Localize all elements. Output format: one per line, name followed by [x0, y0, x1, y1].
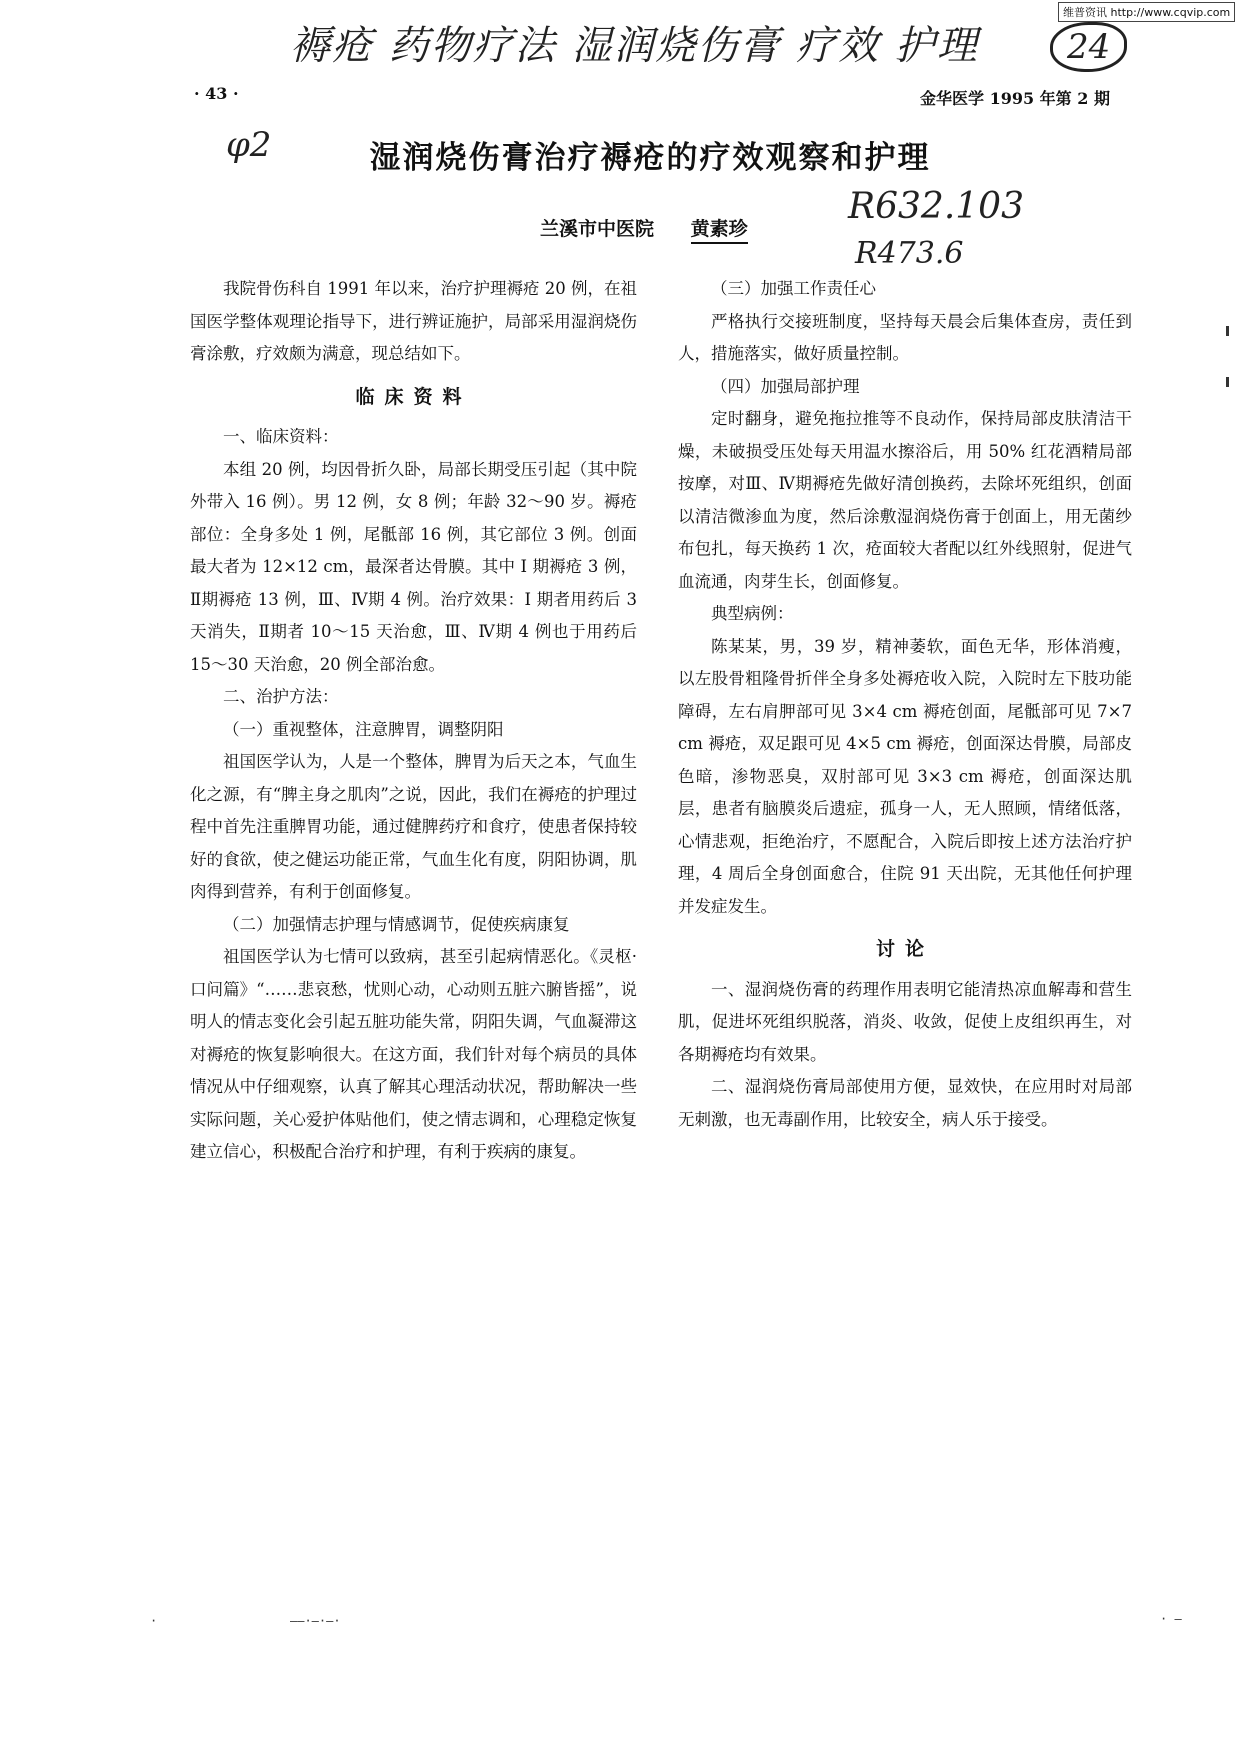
case-paragraph: 陈某某，男，39 岁，精神萎软，面色无华，形体消瘦，以左股骨粗隆骨折伴全身多处褥疮收入院，入院时左下肢功能障碍，左右肩胛部可见 3×4 cm 褥疮创面，尾骶部可见 7×7 cm 褥疮，双足跟可见 4×5 cm 褥疮，创面深达骨膜，局部皮色暗，渗物恶臭，双肘部可见 3×3 cm 褥疮，创面深达肌层，患者有脑膜炎后遗症，孤身一人，无人照顾，情绪低落，心情悲观，拒绝治疗，不愿配合，入院后即按上述方法治疗护理，4 周后全身创面愈合，住院 91 天出院，无其他任何护理并发症发生。 — [678, 636, 1132, 916]
page-number: · 43 · — [194, 84, 239, 103]
scan-edge-mark — [1226, 326, 1229, 336]
section-heading-clinical-data: 临床资料 — [355, 385, 472, 408]
intro-paragraph: 我院骨伤科自 1991 年以来，治疗护理褥疮 20 例，在祖国医学整体观理论指导下，进行辨证施护，局部采用湿润烧伤膏涂敷，疗效颇为满意，现总结如下。 — [190, 279, 637, 363]
item-heading-2: （二）加强情志护理与情感调节，促使疾病康复 — [223, 914, 570, 934]
paragraph-clinical-data: 本组 20 例，均因骨折久卧，局部长期受压引起（其中院外带入 16 例）。男 12 例，女 8 例；年龄 32～90 岁。褥疮部位：全身多处 1 例，尾骶部 16 例，其它部位 3 例。创面最大者为 12×12 cm，最深者达骨膜。其中 I 期褥疮 3 例，Ⅱ期褥疮 13 例，Ⅲ、Ⅳ期 4 例。治疗效果：I 期者用药后 3 天消失，Ⅱ期者 10～15 天治愈，Ⅲ、Ⅳ期 4 例也于用药后 15～30 天治愈，20 例全部治愈。 — [190, 459, 637, 674]
affiliation: 兰溪市中医院 — [540, 218, 655, 240]
handwritten-class-code: R632.103 — [848, 186, 1024, 227]
vip-watermark-stamp: 维普资讯 http://www.cqvip.com — [1058, 2, 1235, 22]
right-column — [678, 273, 1132, 1136]
item-heading-3: （三）加强工作责任心 — [711, 279, 876, 298]
footer-dashes: ——·—·—· — [290, 1614, 341, 1628]
article-title: 湿润烧伤膏治疗褥疮的疗效观察和护理 — [369, 140, 931, 176]
author-name: 黄素珍 — [691, 218, 748, 244]
author-line — [540, 214, 748, 241]
handwritten-mark: φ2 — [226, 125, 272, 165]
discussion-paragraph-2: 二、湿润烧伤膏局部使用方便，显效快，在应用时对局部无刺激，也无毒副作用，比较安全，病人乐于接受。 — [678, 1077, 1132, 1129]
handwritten-keywords: 褥疮 药物疗法 湿润烧伤膏 疗效 护理 — [290, 23, 979, 69]
case-heading: 典型病例： — [711, 604, 794, 623]
item-heading-4: （四）加强局部护理 — [711, 376, 860, 396]
scan-edge-mark — [1226, 377, 1229, 387]
footer-right-mark: · — — [1160, 1612, 1182, 1626]
left-column — [190, 273, 637, 1169]
handwritten-class-code-secondary: R473.6 — [855, 236, 964, 271]
item-paragraph-3: 严格执行交接班制度，坚持每天晨会后集体查房，责任到人，措施落实，做好质量控制。 — [678, 311, 1132, 363]
item-heading-1: （一）重视整体，注意脾胃，调整阴阳 — [223, 719, 504, 739]
section-heading-discussion: 讨论 — [875, 938, 934, 960]
footer-dot: · — [150, 1614, 158, 1628]
item-paragraph-2: 祖国医学认为七情可以致病，甚至引起病情恶化。《灵枢·口问篇》“……悲哀愁，忧则心动，心动则五脏六腑皆摇”，说明人的情志变化会引起五脏功能失常，阴阳失调，气血凝滞这对褥疮的恢复影响很大。在这方面，我们针对每个病员的具体情况从中仔细观察，认真了解其心理活动状况，帮助解决一些实际问题，关心爱护体贴他们，使之情志调和，心理稳定恢复建立信心，积极配合治疗和护理，有利于疾病的康复。 — [190, 947, 637, 1161]
item-paragraph-1: 祖国医学认为，人是一个整体，脾胃为后天之本，气血生化之源，有“脾主身之肌肉”之说，因此，我们在褥疮的护理过程中首先注重脾胃功能，通过健脾药疗和食疗，使患者保持较好的食欲，使之健运功能正常，气血生化有度，阴阳协调，肌肉得到营养，有利于创面修复。 — [190, 752, 637, 901]
handwritten-page-number: 24 — [1050, 22, 1127, 72]
subheading-treatment-methods: 二、治护方法： — [223, 687, 339, 706]
discussion-paragraph-1: 一、湿润烧伤膏的药理作用表明它能清热凉血解毒和营生肌，促进坏死组织脱落，消炎、收敛，促使上皮组织再生，对各期褥疮均有效果。 — [678, 979, 1132, 1064]
subheading-clinical-data: 一、临床资料： — [223, 427, 339, 446]
journal-header: 金华医学 1995 年第 2 期 — [920, 89, 1110, 108]
item-paragraph-4: 定时翻身，避免拖拉推等不良动作，保持局部皮肤清洁干燥，未破损受压处每天用温水擦浴后，用 50% 红花酒精局部按摩，对Ⅲ、Ⅳ期褥疮先做好清创换药，去除坏死组织，创面以清洁微渗血为度，然后涂敷湿润烧伤膏于创面上，用无菌纱布包扎，每天换药 1 次，疮面较大者配以红外线照射，促进气血流通，肉芽生长，创面修复。 — [678, 409, 1132, 591]
